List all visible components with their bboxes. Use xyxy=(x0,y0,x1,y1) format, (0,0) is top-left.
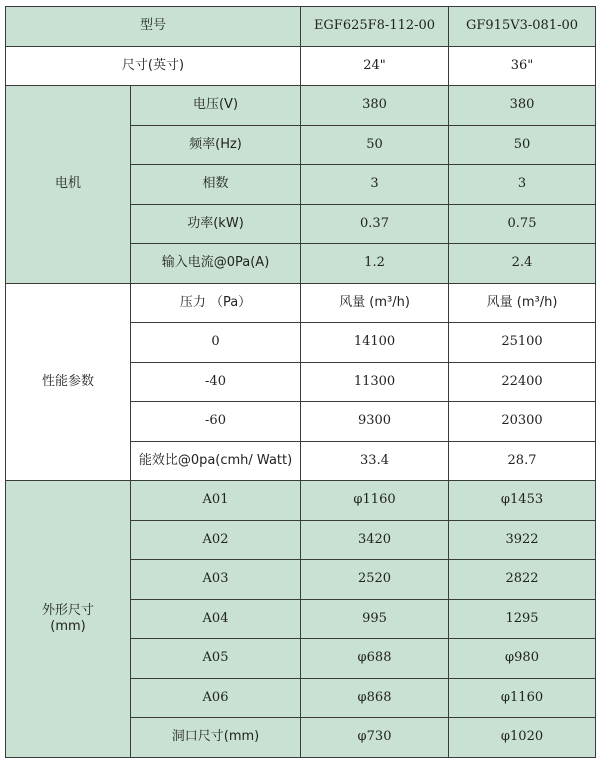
cell-value: 0.75 xyxy=(449,204,596,244)
row-label: 0 xyxy=(131,323,301,363)
cell-value: φ1453 xyxy=(449,481,596,521)
row-label: -60 xyxy=(131,402,301,442)
row-label: A02 xyxy=(131,520,301,560)
cell-value: 380 xyxy=(449,86,596,126)
cell-value: φ1160 xyxy=(301,481,449,521)
row-label: 电压(V) xyxy=(131,86,301,126)
row-label: A01 xyxy=(131,481,301,521)
cell-value: 1.2 xyxy=(301,244,449,284)
cell-value: 995 xyxy=(301,599,449,639)
model-label: 型号 xyxy=(6,7,301,47)
motor-group-label: 电机 xyxy=(6,86,131,284)
size-value-1: 24" xyxy=(301,46,449,86)
spec-table xyxy=(5,6,596,758)
row-label: 输入电流@0Pa(A) xyxy=(131,244,301,284)
pressure-header: 压力 （Pa） xyxy=(131,283,301,323)
cell-value: 33.4 xyxy=(301,441,449,481)
row-label: 功率(kW) xyxy=(131,204,301,244)
cell-value: 50 xyxy=(301,125,449,165)
cell-value: 3922 xyxy=(449,520,596,560)
cell-value: φ1020 xyxy=(449,718,596,758)
dimensions-title: 外形尺寸 xyxy=(41,602,94,618)
airflow-header-2: 风量 (m³/h) xyxy=(449,283,596,323)
model-1: EGF625F8-112-00 xyxy=(301,7,449,47)
cell-value: 14100 xyxy=(301,323,449,363)
cell-value: φ688 xyxy=(301,639,449,679)
row-label: 洞口尺寸(mm) xyxy=(131,718,301,758)
size-label: 尺寸(英寸) xyxy=(6,46,301,86)
cell-value: 22400 xyxy=(449,362,596,402)
row-label: 能效比@0pa(cmh/ Watt) xyxy=(131,441,301,481)
cell-value: 380 xyxy=(301,86,449,126)
row-label: A06 xyxy=(131,678,301,718)
cell-value: 3 xyxy=(449,165,596,205)
cell-value: 3 xyxy=(301,165,449,205)
row-label: A05 xyxy=(131,639,301,679)
size-row xyxy=(6,46,596,86)
model-2: GF915V3-081-00 xyxy=(449,7,596,47)
cell-value: 50 xyxy=(449,125,596,165)
cell-value: 20300 xyxy=(449,402,596,442)
cell-value: 25100 xyxy=(449,323,596,363)
cell-value: 2.4 xyxy=(449,244,596,284)
dimensions-group-label xyxy=(6,481,131,758)
cell-value: 28.7 xyxy=(449,441,596,481)
dimensions-unit: (mm) xyxy=(50,618,86,634)
row-label: A03 xyxy=(131,560,301,600)
table-row xyxy=(6,86,596,126)
cell-value: φ730 xyxy=(301,718,449,758)
row-label: 频率(Hz) xyxy=(131,125,301,165)
model-row xyxy=(6,7,596,47)
cell-value: 1295 xyxy=(449,599,596,639)
row-label: -40 xyxy=(131,362,301,402)
cell-value: φ1160 xyxy=(449,678,596,718)
cell-value: 2520 xyxy=(301,560,449,600)
size-value-2: 36" xyxy=(449,46,596,86)
airflow-header-1: 风量 (m³/h) xyxy=(301,283,449,323)
performance-group-label: 性能参数 xyxy=(6,283,131,481)
table-row xyxy=(6,481,596,521)
cell-value: 9300 xyxy=(301,402,449,442)
cell-value: 2822 xyxy=(449,560,596,600)
table-row xyxy=(6,283,596,323)
cell-value: φ868 xyxy=(301,678,449,718)
cell-value: 3420 xyxy=(301,520,449,560)
cell-value: 11300 xyxy=(301,362,449,402)
cell-value: 0.37 xyxy=(301,204,449,244)
cell-value: φ980 xyxy=(449,639,596,679)
row-label: 相数 xyxy=(131,165,301,205)
row-label: A04 xyxy=(131,599,301,639)
